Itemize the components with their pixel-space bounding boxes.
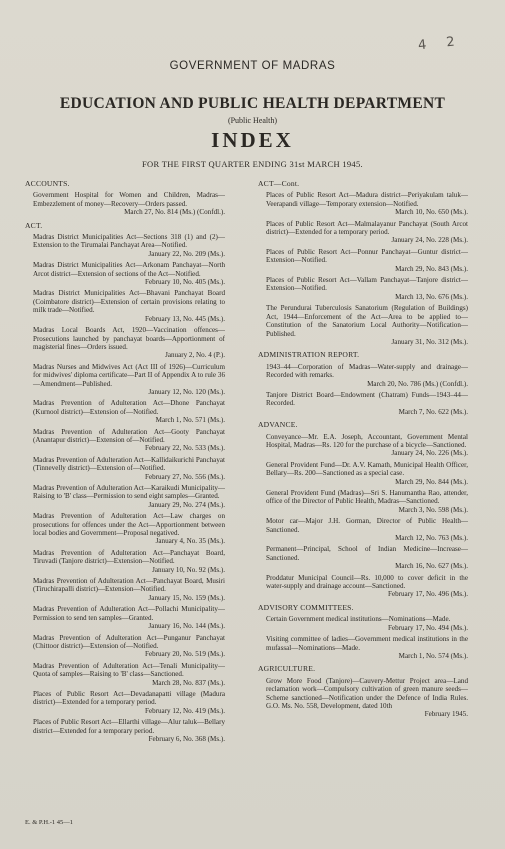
entry-text: Tanjore District Board—Endowment (Chatram) Funds—1943–44—Recorded. (266, 390, 468, 408)
entry-text: Madras District Municipalities Act—Bhavani Panchayat Board (Coimbatore district)—Extension of certain provisions relating to milk trade—Notified. (33, 289, 225, 315)
entry-text: Madras Prevention of Adulteration Act—Gooty Panchayat (Anantapur district)—Extension of—Notified. (33, 427, 225, 444)
entry-reference: January 29, No. 274 (Ms.). (148, 500, 225, 509)
entry-reference: January 22, No. 209 (Ms.). (148, 249, 225, 258)
entry-reference: March 27, No. 814 (Ms.) (Confdl.). (124, 208, 225, 217)
entry-reference: January 2, No. 4 (P.). (165, 351, 225, 360)
entry-reference: March 1, No. 574 (Ms.). (398, 651, 468, 660)
index-entry (258, 489, 468, 514)
index-entry (25, 662, 225, 687)
index-entry (258, 191, 468, 216)
entry-reference: March 1, No. 571 (Ms.). (155, 416, 225, 425)
index-entry (25, 690, 225, 715)
entry-reference: February 12, No. 419 (Ms.). (145, 706, 225, 715)
entry-reference: March 7, No. 622 (Ms.). (398, 407, 468, 416)
entry-text: Proddatur Municipal Council—Rs. 10,000 to cover deficit in the water-supply and drainage account—Sanctioned. (266, 573, 468, 591)
entry-text: Grow More Food (Tanjore)—Cauvery-Mettur Project area—Land reclamation work—Compulsory cultivation of green manure seeds—Scheme sanctioned—Notification under the Defence of India Rules. G.O. Ms. No. 558, Development, dated 10th (266, 676, 468, 710)
entry-text: Madras District Municipalities Act—Sections 318 (1) and (2)—Extension to the Tirumalai Panchayat Area—Notified. (33, 233, 225, 250)
entry-reference: February 17, No. 494 (Ms.). (388, 623, 468, 632)
entry-text: Madras Prevention of Adulteration Act—Tenali Municipality—Quota of samples—Raising to 'B' class—Sanctioned. (33, 661, 225, 679)
entry-text: General Provident Fund—Dr. A.V. Kamath, Municipal Health Officer, Bellary—Rs. 200—Sanctioned as a special case. (266, 460, 468, 478)
entry-reference: March 28, No. 837 (Ms.). (152, 678, 225, 687)
right-column (258, 180, 468, 722)
index-entry (25, 363, 225, 397)
entry-text: Madras Prevention of Adulteration Act—Pollachi Municipality—Permission to send ten samples—Granted. (33, 605, 225, 622)
index-entry (258, 545, 468, 570)
index-entry (258, 574, 468, 599)
entry-text: The Perundurai Tuberculosis Sanatorium (Regulation of Buildings) Act, 1944—Enforcement of the Act—Area to be applied to—Constitution of the Sanatorium Local Authority—Notification—Published. (266, 304, 468, 338)
index-entry (258, 220, 468, 245)
entry-text: Places of Public Resort Act—Devadanapatti village (Madura district)—Extended for a temporary period. (33, 689, 225, 707)
section-heading: ACT—Cont. (258, 179, 300, 188)
index-entry (25, 399, 225, 424)
entry-text: Madras District Municipalities Act—Arkonam Panchayat—North Arcot district—Extension of sections of the Act—Notified. (33, 261, 225, 278)
index-entry (258, 635, 468, 660)
entry-reference: February 20, No. 519 (Ms.). (145, 650, 225, 659)
entry-reference: January 10, No. 92 (Ms.). (152, 565, 225, 574)
entry-text: 1943–44—Corporation of Madras—Water-supply and drainage—Recorded with remarks. (266, 362, 468, 380)
index-entry (25, 326, 225, 360)
entry-text: Madras Nurses and Midwives Act (Act III of 1926)—Curriculum for midwives' diploma certificate—Part II of Appendix A to rule 36—Amendment—Published. (33, 362, 225, 388)
entry-text: Motor car—Major J.H. Gorman, Director of Public Health—Sanctioned. (266, 517, 468, 534)
entry-reference: January 16, No. 144 (Ms.). (148, 622, 225, 631)
left-column (25, 180, 225, 746)
entry-reference: January 12, No. 120 (Ms.). (148, 387, 225, 396)
index-entry (25, 456, 225, 481)
section-heading: ACCOUNTS. (25, 179, 70, 188)
handwritten-mark: 4 2 (417, 33, 464, 54)
entry-text: Madras Prevention of Adulteration Act—Punganur Panchayat (Chittoor district)—Extension of—Notified. (33, 633, 225, 650)
section-heading: ACT. (25, 220, 43, 230)
index-entry (258, 276, 468, 301)
section-heading: ADMINISTRATION REPORT. (258, 350, 360, 360)
index-entry (25, 718, 225, 743)
index-entry (25, 428, 225, 453)
entry-text: Visiting committee of ladies—Government medical institutions in the mufassal—Nominations—Made. (266, 635, 468, 652)
section-heading: ADVISORY COMMITTEES. (258, 602, 354, 612)
index-entry (25, 634, 225, 659)
index-entry (25, 191, 225, 216)
index-entry (25, 233, 225, 258)
index-entry (25, 549, 225, 574)
entry-reference: March 20, No. 786 (Ms.) (Confdl.). (367, 379, 468, 388)
entry-text: Madras Local Boards Act, 1920—Vaccination offences—Prosecutions launched by panchayat boards—Apportionment of magisterial fines—Orders issued. (33, 326, 225, 351)
index-entry (25, 577, 225, 602)
entry-reference: February 17, No. 496 (Ms.). (388, 590, 468, 599)
entry-reference: January 24, No. 226 (Ms.). (391, 449, 468, 458)
index-entry (258, 304, 468, 346)
entry-reference: March 29, No. 843 (Ms.). (395, 264, 468, 273)
entry-text: Madras Prevention of Adulteration Act—Kallidaikurichi Panchayat (Tinnevelly district)—Extension of—Notified. (33, 455, 225, 473)
entry-reference: February 22, No. 533 (Ms.). (145, 444, 225, 453)
entry-reference: February 13, No. 445 (Ms.). (145, 314, 225, 323)
index-entry (258, 677, 468, 719)
entry-text: General Provident Fund (Madras)—Sri S. Hanumantha Rao, attender, office of the Director of Public Health, Madras—Sanctioned. (266, 489, 468, 506)
entry-text: Places of Public Resort Act—Malmalayanur Panchayat (South Arcot district)—Extended for a temporary period. (266, 219, 468, 237)
index-entry (25, 261, 225, 286)
entry-reference: January 15, No. 159 (Ms.). (148, 593, 225, 602)
entry-reference: February 6, No. 368 (Ms.). (148, 734, 225, 743)
index-entry (258, 391, 468, 416)
department-subtitle: (Public Health) (227, 116, 278, 125)
entry-reference: February 1945. (424, 710, 468, 719)
entry-text: Places of Public Resort Act—Ponnur Panchayat—Guntur district—Extension—Notified. (266, 247, 468, 265)
entry-text: Government Hospital for Women and Children, Madras—Embezzlement of money—Recovery—Orders passed. (33, 191, 225, 208)
index-title: INDEX (211, 128, 294, 152)
entry-text: Madras Prevention of Adulteration Act—Panchayat Board, Tiruvadi (Tanjore district)—Extension—Notified. (33, 548, 225, 566)
entry-text: Madras Prevention of Adulteration Act—Karaikudi Municipality—Raising to 'B' class—Permission to send eight samples—Granted. (33, 484, 225, 501)
entry-text: Places of Public Resort Act—Vallam Panchayat—Tanjore district—Extension—Notified. (266, 276, 468, 293)
index-entry (258, 363, 468, 388)
entry-reference: January 24, No. 228 (Ms.). (391, 236, 468, 245)
index-entry (25, 605, 225, 630)
entry-text: Places of Public Resort Act—Ellarthi village—Alur taluk—Bellary district—Extended for a temporary period. (33, 718, 225, 735)
entry-text: Certain Government medical institutions—Nominations—Made. (266, 615, 451, 624)
entry-text: Madras Prevention of Adulteration Act—Panchayat Board, Musiri (Tiruchirapalli district)—Extension—Notified. (33, 577, 225, 594)
index-entry (25, 484, 225, 509)
index-entry (258, 433, 468, 458)
section-heading: AGRICULTURE. (258, 664, 316, 674)
entry-text: Conveyance—Mr. E.A. Joseph, Accountant, Government Mental Hospital, Madras—Rs. 120 for the purchase of a bicycle—Sanctioned. (266, 432, 468, 449)
entry-text: Madras Prevention of Adulteration Act—Law charges on prosecutions for offences under the Act—Apportionment between local bodies and Government—Proposal negatived. (33, 512, 225, 538)
entry-reference: March 13, No. 676 (Ms.). (395, 292, 468, 301)
index-entry (258, 248, 468, 273)
period-line: FOR THE FIRST QUARTER ENDING 31st MARCH 1945. (142, 159, 363, 169)
entry-reference: March 12, No. 763 (Ms.). (395, 534, 468, 543)
index-entry (25, 512, 225, 546)
entry-reference: March 16, No. 627 (Ms.). (395, 562, 468, 571)
index-entry (258, 461, 468, 486)
section-heading: ADVANCE. (258, 420, 298, 430)
entry-text: Permanent—Principal, School of Indian Medicine—Increase—Sanctioned. (266, 545, 468, 562)
entry-reference: February 27, No. 556 (Ms.). (145, 472, 225, 481)
index-entry (258, 615, 468, 632)
entry-reference: January 31, No. 312 (Ms.). (391, 337, 468, 346)
department-title: EDUCATION AND PUBLIC HEALTH DEPARTMENT (59, 95, 446, 112)
entry-reference: January 4, No. 35 (Ms.). (155, 537, 225, 546)
government-heading: GOVERNMENT OF MADRAS (169, 60, 336, 72)
index-entry (25, 289, 225, 323)
entry-text: Madras Prevention of Adulteration Act—Dhone Panchayat (Kurnool district)—Extension of—Notified. (33, 399, 225, 416)
entry-reference: March 10, No. 650 (Ms.). (395, 208, 468, 217)
entry-reference: March 3, No. 598 (Ms.). (398, 505, 468, 514)
entry-text: Places of Public Resort Act—Madura district—Periyakulam taluk—Veerapandi village—Temporary extension—Notified. (266, 191, 468, 208)
entry-reference: February 10, No. 405 (Ms.). (145, 278, 225, 287)
index-entry (258, 517, 468, 542)
footer-code: E. & P.H.-1 45—1 (25, 819, 74, 826)
entry-reference: March 29, No. 844 (Ms.). (395, 477, 468, 486)
